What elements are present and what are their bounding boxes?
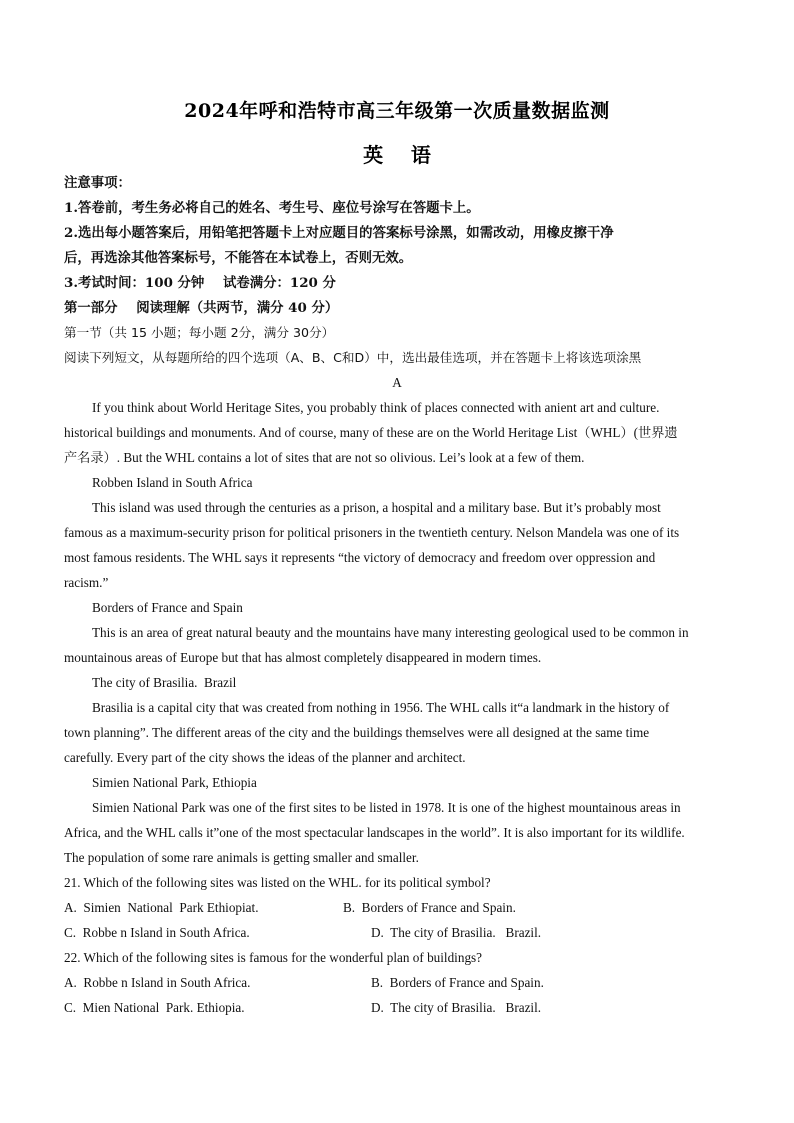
site-heading-brasilia: The city of Brasilia. Brazil: [92, 675, 237, 690]
site-simien-line-1: Simien National Park was one of the first sites to be listed in 1978. It is one of the highest mountainous areas in: [92, 800, 681, 815]
reading-instruction: 阅读下列短文，从每题所给的四个选项（A、B、C和D）中，选出最佳选项，并在答题卡上将该选项涂黑: [64, 350, 642, 365]
site-brasilia-line-1: Brasilia is a capital city that was created from nothing in 1956. The WHL calls it“a landmark in the history of: [92, 700, 670, 715]
question-21-option-d: D. The city of Brasilia. Brazil.: [371, 925, 542, 940]
part1-heading: 第一部分 阅读理解（共两节，满分 40 分）: [64, 300, 339, 316]
question-21-option-b: B. Borders of France and Spain.: [343, 900, 516, 915]
site-robben-line-2: famous as a maximum-security prison for political prisoners in the twentieth century. Nelson Mandela was one of its: [64, 525, 680, 540]
question-22-option-b: B. Borders of France and Spain.: [371, 975, 544, 990]
notes-item-1: 1.答卷前，考生务必将自己的姓名、考生号、座位号涂写在答题卡上。: [64, 200, 480, 216]
site-heading-simien: Simien National Park, Ethiopia: [92, 775, 257, 790]
question-21-option-c: C. Robbe n Island in South Africa.: [64, 925, 250, 940]
notes-item-2-line-2: 后，再选涂其他答案标号，不能答在本试卷上，否则无效。: [64, 250, 413, 266]
site-heading-robben: Robben Island in South Africa: [92, 475, 253, 490]
passage-intro-line-1: If you think about World Heritage Sites, you probably think of places connected with anient art and culture.: [92, 400, 660, 415]
question-21-option-a: A. Simien National Park Ethiopiat.: [64, 900, 259, 915]
site-france-spain-line-2: mountainous areas of Europe but that has almost completely disappeared in modern times.: [64, 650, 542, 665]
site-simien-line-2: Africa, and the WHL calls it”one of the most spectacular landscapes in the world”. It is also important for its wildlife.: [64, 825, 685, 840]
section1-info: 第一节（共 15 小题；每小题 2分，满分 30分）: [64, 325, 335, 340]
passage-label: A: [392, 375, 402, 390]
subject-title: 英 语: [363, 143, 431, 167]
site-brasilia-line-2: town planning”. The different areas of the city and the buildings themselves were all designed at the same time: [64, 725, 650, 740]
site-simien-line-3: The population of some rare animals is getting smaller and smaller.: [64, 850, 419, 865]
question-22-option-d: D. The city of Brasilia. Brazil.: [371, 1000, 542, 1015]
site-robben-line-3: most famous residents. The WHL says it represents “the victory of democracy and freedom over oppression and: [64, 550, 656, 565]
passage-intro-line-3: 产名录）. But the WHL contains a lot of sites that are not so olivious. Lei’s look at a few of them.: [64, 450, 585, 465]
site-france-spain-line-1: This is an area of great natural beauty and the mountains have many interesting geological used to be common in: [92, 625, 689, 640]
question-21-stem: 21. Which of the following sites was listed on the WHL. for its political symbol?: [64, 875, 491, 890]
site-heading-france-spain: Borders of France and Spain: [92, 600, 243, 615]
site-brasilia-line-3: carefully. Every part of the city shows the ideas of the planner and architect.: [64, 750, 466, 765]
question-22-option-a: A. Robbe n Island in South Africa.: [64, 975, 251, 990]
notes-item-3: 3.考试时间：100 分钟 试卷满分：120 分: [64, 275, 336, 291]
notes-item-2-line-1: 2.选出每小题答案后，用铅笔把答题卡上对应题目的答案标号涂黑，如需改动，用橡皮擦干净: [64, 225, 614, 241]
exam-title: 2024年呼和浩特市高三年级第一次质量数据监测: [184, 100, 610, 122]
passage-intro-line-2: historical buildings and monuments. And of course, many of these are on the World Heritage List（WHL）(世界遗: [64, 425, 678, 440]
question-22-option-c: C. Mien National Park. Ethiopia.: [64, 1000, 245, 1015]
site-robben-line-4: racism.”: [64, 575, 109, 590]
notes-heading: 注意事项：: [64, 175, 131, 191]
site-robben-line-1: This island was used through the centuries as a prison, a hospital and a military base. But it’s probably most: [92, 500, 661, 515]
question-22-stem: 22. Which of the following sites is famous for the wonderful plan of buildings?: [64, 950, 483, 965]
